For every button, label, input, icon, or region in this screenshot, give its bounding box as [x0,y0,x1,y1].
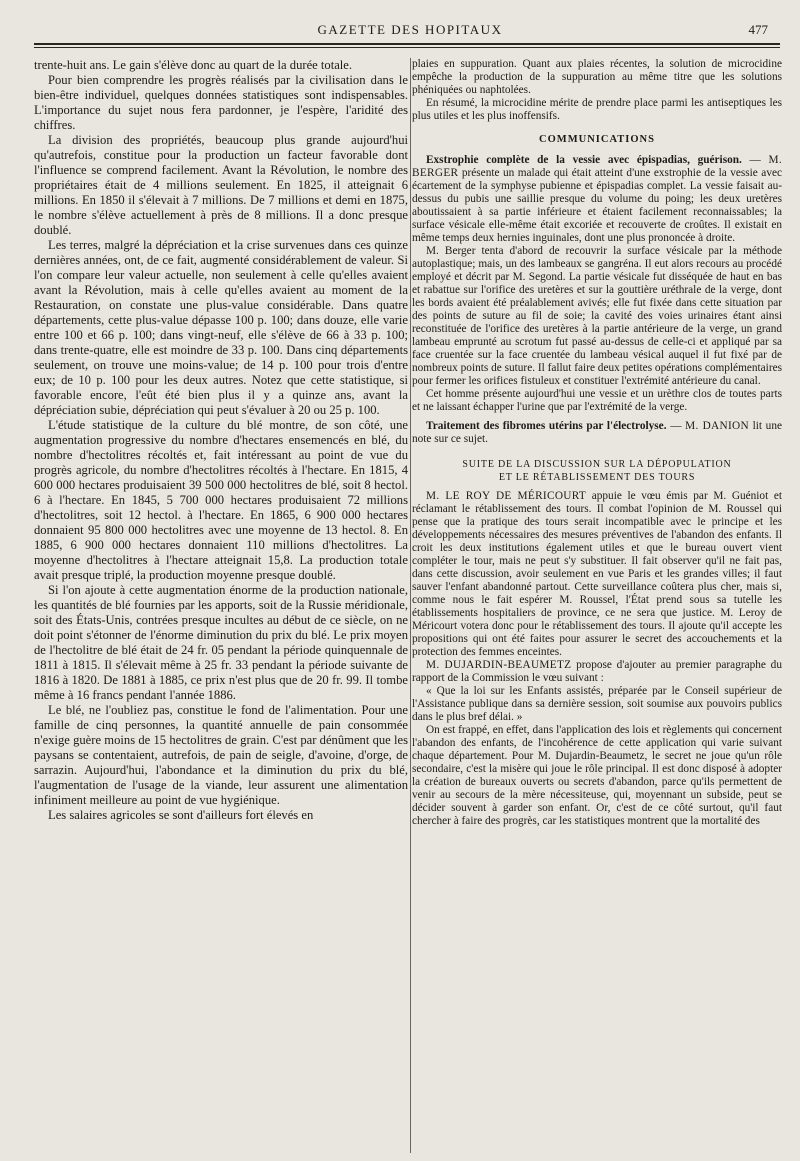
running-head: GAZETTE DES HOPITAUX [317,22,503,37]
left-column [34,58,408,1153]
paragraph: Pour bien comprendre les progrès réalisés par la civilisation dans le bien-être individuel, quelques données statistiques sont indispensables. L'importance du sujet nous fera pardonner, je l'espère, l'aridité des chiffres. [34,73,408,132]
discussion-paragraph [412,490,782,659]
paragraph: En résumé, la microcidine mérite de prendre place parmi les antiseptiques les plus utiles et les plus inoffensifs. [412,97,782,122]
author-name: M. DUJARDIN-BEAUMETZ [426,659,572,671]
paragraph: On est frappé, en effet, dans l'application des lois et règlements qui concernent l'abandon des enfants, de l'incohérence de cette application qui varie suivant chaque département. Pour M. Dujardin-Beaumetz, le secret ne joue qu'un rôle secondaire, c'est la misère qui joue le rôle principal. Il est donc disposé à adopter la création de bureaux ouverts ou secrets d'abandon, parce qu'ils permettent de venir au secours de la mère nécessiteuse, qui, moyennant un subside, peut se décider souvent à garder son enfant. Or, c'est de ce côté surtout, qu'il faut chercher à faire des progrès, car les statistiques montrent que la mortalité des [412,724,782,827]
paragraph: Cet homme présente aujourd'hui une vessie et un urèthre clos de toutes parts et ne laissant échapper l'urine que par l'extrémité de la verge. [412,388,782,413]
column-divider [410,58,411,1153]
paragraph: trente-huit ans. Le gain s'élève donc au quart de la durée totale. [34,58,353,72]
communication-paragraph: Exstrophie complète de la vessie avec épispadias, guérison. — M. BERGER présente un malade qui était atteint d'une exstrophie de la vessie avec écartement de la symphyse pubienne et épispadias complet. La vessie faisait au-dessus du pubis une saillie presque du volume du poing; les deux uretères aboutissaient à sa partie inférieure et étaient facilement reconnaissables; la surface vésicale elle-même était excoriée et recouverte de croûtes. Il existait en même temps deux hernies inguinales, dont une plus prononcée à droite. [412,154,782,244]
page-number: 477 [748,22,768,37]
section-heading: COMMUNICATIONS [539,134,655,145]
communication-text: présente un malade qui était atteint d'une exstrophie de la vessie avec écartement de la symphyse pubienne et épispadias complet. La vessie faisait au-dessus du pubis une saillie presque du volume du poing; les deux uretères aboutissaient à sa partie inférieure et étaient facilement reconnaissables; la surface vésicale elle-même était excoriée et recouverte de croûtes. Il existait en même temps deux hernies inguinales, dont une plus prononcée à droite. [412,167,782,244]
paragraph: Le blé, ne l'oubliez pas, constitue le fond de l'alimentation. Pour une famille de cinq personnes, la quantité annuelle de pain consommée n'exige guère moins de 15 hectolitres de grain. C'est par dénûment que les paysans se contentaient, autrefois, de pain de seigle, d'avoine, d'orge, de sarrazin. Aujourd'hui, l'abondance et la diminution du prix du blé, l'augmentation de l'usage de la viande, leur assurent une alimentation infiniment meilleure au point de vue hygiénique. [34,703,408,807]
discussion-paragraph [412,659,782,685]
communication-paragraph: Traitement des fibromes utérins par l'électrolyse. — M. DANION lit une note sur ce sujet. [412,420,782,445]
paragraph: La division des propriétés, beaucoup plus grande aujourd'hui qu'autrefois, constitue pour la production un facteur favorable dont l'influence se comprend facilement. Avant la Révolution, le nombre des propriétaires était de 4 millions seulement. En 1825, il atteignait 6 millions. En 1850 il s'élevait à 7 millions. De 7 millions et demi en 1875, le nombre s'élève actuellement à près de 8 millions. Il a donc presque doublé. [34,133,408,237]
right-column [412,58,782,1153]
discussion-heading-line: SUITE DE LA DISCUSSION SUR LA DÉPOPULATION [462,459,732,470]
author-name: M. DANION [685,420,749,432]
paragraph: M. Berger tenta d'abord de recouvrir la surface vésicale par la méthode autoplastique; mais, un des lambeaux se gangréna. Il eut alors recours au procédé employé et décrit par M. Segond. La partie vésicale fut disséquée de haut en bas et rabattue sur l'orifice des uretères et sur la gouttière uréthrale de la verge, dont les bords avaient été préalablement avivés; elle fut fixée dans cette situation par des points de suture au fil de soie; la cavité des voies urinaires étant ainsi reconstituée de l'orifice des uretères à la partie antérieure de la verge, un grand lambeau emprunté au scrotum fut passé au-dessus de celle-ci et appliqué par sa face cruentée sur la face cruentée du lambeau vésical auquel il fut fixé par de nombreux points de suture. Il fallut faire deux petites opérations complémentaires pour fermer les orifices fistuleux et constituer l'extrémité antérieure du canal. [412,245,782,387]
discussion-text: propose d'ajouter au premier paragraphe du rapport de la Commission le vœu suivant : [412,659,782,684]
paragraph: Les terres, malgré la dépréciation et la crise survenues dans ces quinze dernières années, ont, de ce fait, augmenté considérablement de valeur. Si l'on compare leur valeur actuelle, non seulement à celle qu'elles avaient avant la Révolution, mais à celle qu'elles avaient au moment de la Restauration, on constate une plus-value considérable. Dans quatre départements, cette plus-value dépasse 100 p. 100; dans douze, elle varie entre 100 et 66 p. 100; dans vingt-neuf, elle s'élève de 66 à 33 p. 100; dans trente-quatre, elle est moindre de 33 p. 100. Dans cinq départements seulement, on trouve une moins-value; de 14 p. 100 pour trois d'entre eux; de 10 p. 100 pour les deux autres. Notez que cette statistique, si favorable encore, l'eût été bien plus il y a quinze ans, avant la dépréciation subie, dépréciation qui peut s'évaluer à 20 ou 25 p. 100. [34,238,408,417]
paragraph: Si l'on ajoute à cette augmentation énorme de la production nationale, les quantités de blé fournies par les apports, soit de la Russie méridionale, soit des États-Unis, contrées presque incultes au début de ce siècle, on ne doit point s'étonner de l'énorme diminution du prix du blé. Le prix moyen de l'hectolitre de blé était de 24 fr. 05 pendant la période quinquennale de 1811 à 1815. Il s'élevait même à 25 fr. 33 pendant la période suivante de 1816 à 1820. De 1881 à 1885, ce prix n'est plus que de 20 fr. 99. Il tombe même à 16 francs pendant l'année 1886. [34,583,408,702]
author-name: M. LE ROY DE MÉRICOURT [426,490,587,502]
paragraph: plaies en suppuration. Quant aux plaies récentes, la solution de microcidine empêche la production de la suppuration au même titre que les solutions phéniquées ou naphtolées. [412,58,782,96]
paragraph: L'étude statistique de la culture du blé montre, de son côté, une augmentation progressive du nombre d'hectares ensemencés en blé, du nombre d'hectolitres récoltés et, fait intéressant au point de vue du progrès agricole, du nombre d'hectolitres récoltés à l'hectare. En 1815, 4 600 000 hectares produisaient 39 500 000 hectolitres de blé, soit 8 hectol. 6 à l'hectare. En 1845, 5 700 000 hectares produisaient 72 millions d'hectolitres, soit 12 hectol. à l'hectare. En 1865, 6 900 000 hectares donnaient 95 800 000 hectolitres avec une moyenne de 13 hectol. 8. En 1885, 6 900 000 hectares donnaient 110 millions d'hectolitres. La moyenne d'hectolitres à l'hectare atteignait 15,8. La production totale avait presque triplé, la production moyenne presque doublé. [34,418,408,582]
header-rule-thin [34,47,780,48]
communication-text: lit une note sur ce sujet. [412,420,782,445]
communication-title: Exstrophie complète de la vessie avec épispadias, guérison. [426,154,742,166]
communication-title: Traitement des fibromes utérins par l'électrolyse. [426,420,667,432]
paragraph: « Que la loi sur les Enfants assistés, préparée par le Conseil supérieur de l'Assistance publique dans sa dernière session, soit soumise aux pouvoirs publics dans le plus bref délai. » [412,685,782,723]
header-rule [34,43,780,45]
discussion-text: appuie le vœu émis par M. Guéniot et réclamant le rétablissement des tours. Il combat l'opinion de M. Roussel qui pense que la pratique des tours serait incompatible avec le principe et les développements nécessaires des mesures préventives de l'abandon des enfants. Il croit les deux institutions également utiles et que le bureau ouvert vient compléter le tour, mais ne peut s'y substituer. Il fait observer qu'il ne fait pas, dans cette discussion, avoir seulement en vue Paris et les grandes villes; il faut sauver l'enfant abandonné partout. Cette surveillance coûtera plus cher, mais si, comme nous le fait espérer M. Roussel, l'État prend sous sa tutelle les établissements hospitaliers de province, ce ne sera que justice. M. Leroy de Méricourt votera donc pour le rétablissement des tours. Il ajoute qu'il accepte les propositions qui ont été faites pour assurer le secret des accouchements et la protection des femmes enceintes. [412,490,782,658]
paragraph: Les salaires agricoles se sont d'ailleurs fort élevés en [48,808,314,822]
discussion-heading-line: ET LE RÉTABLISSEMENT DES TOURS [498,472,696,483]
discussion-heading [412,458,782,484]
author-name: M. BERGER [412,154,782,179]
